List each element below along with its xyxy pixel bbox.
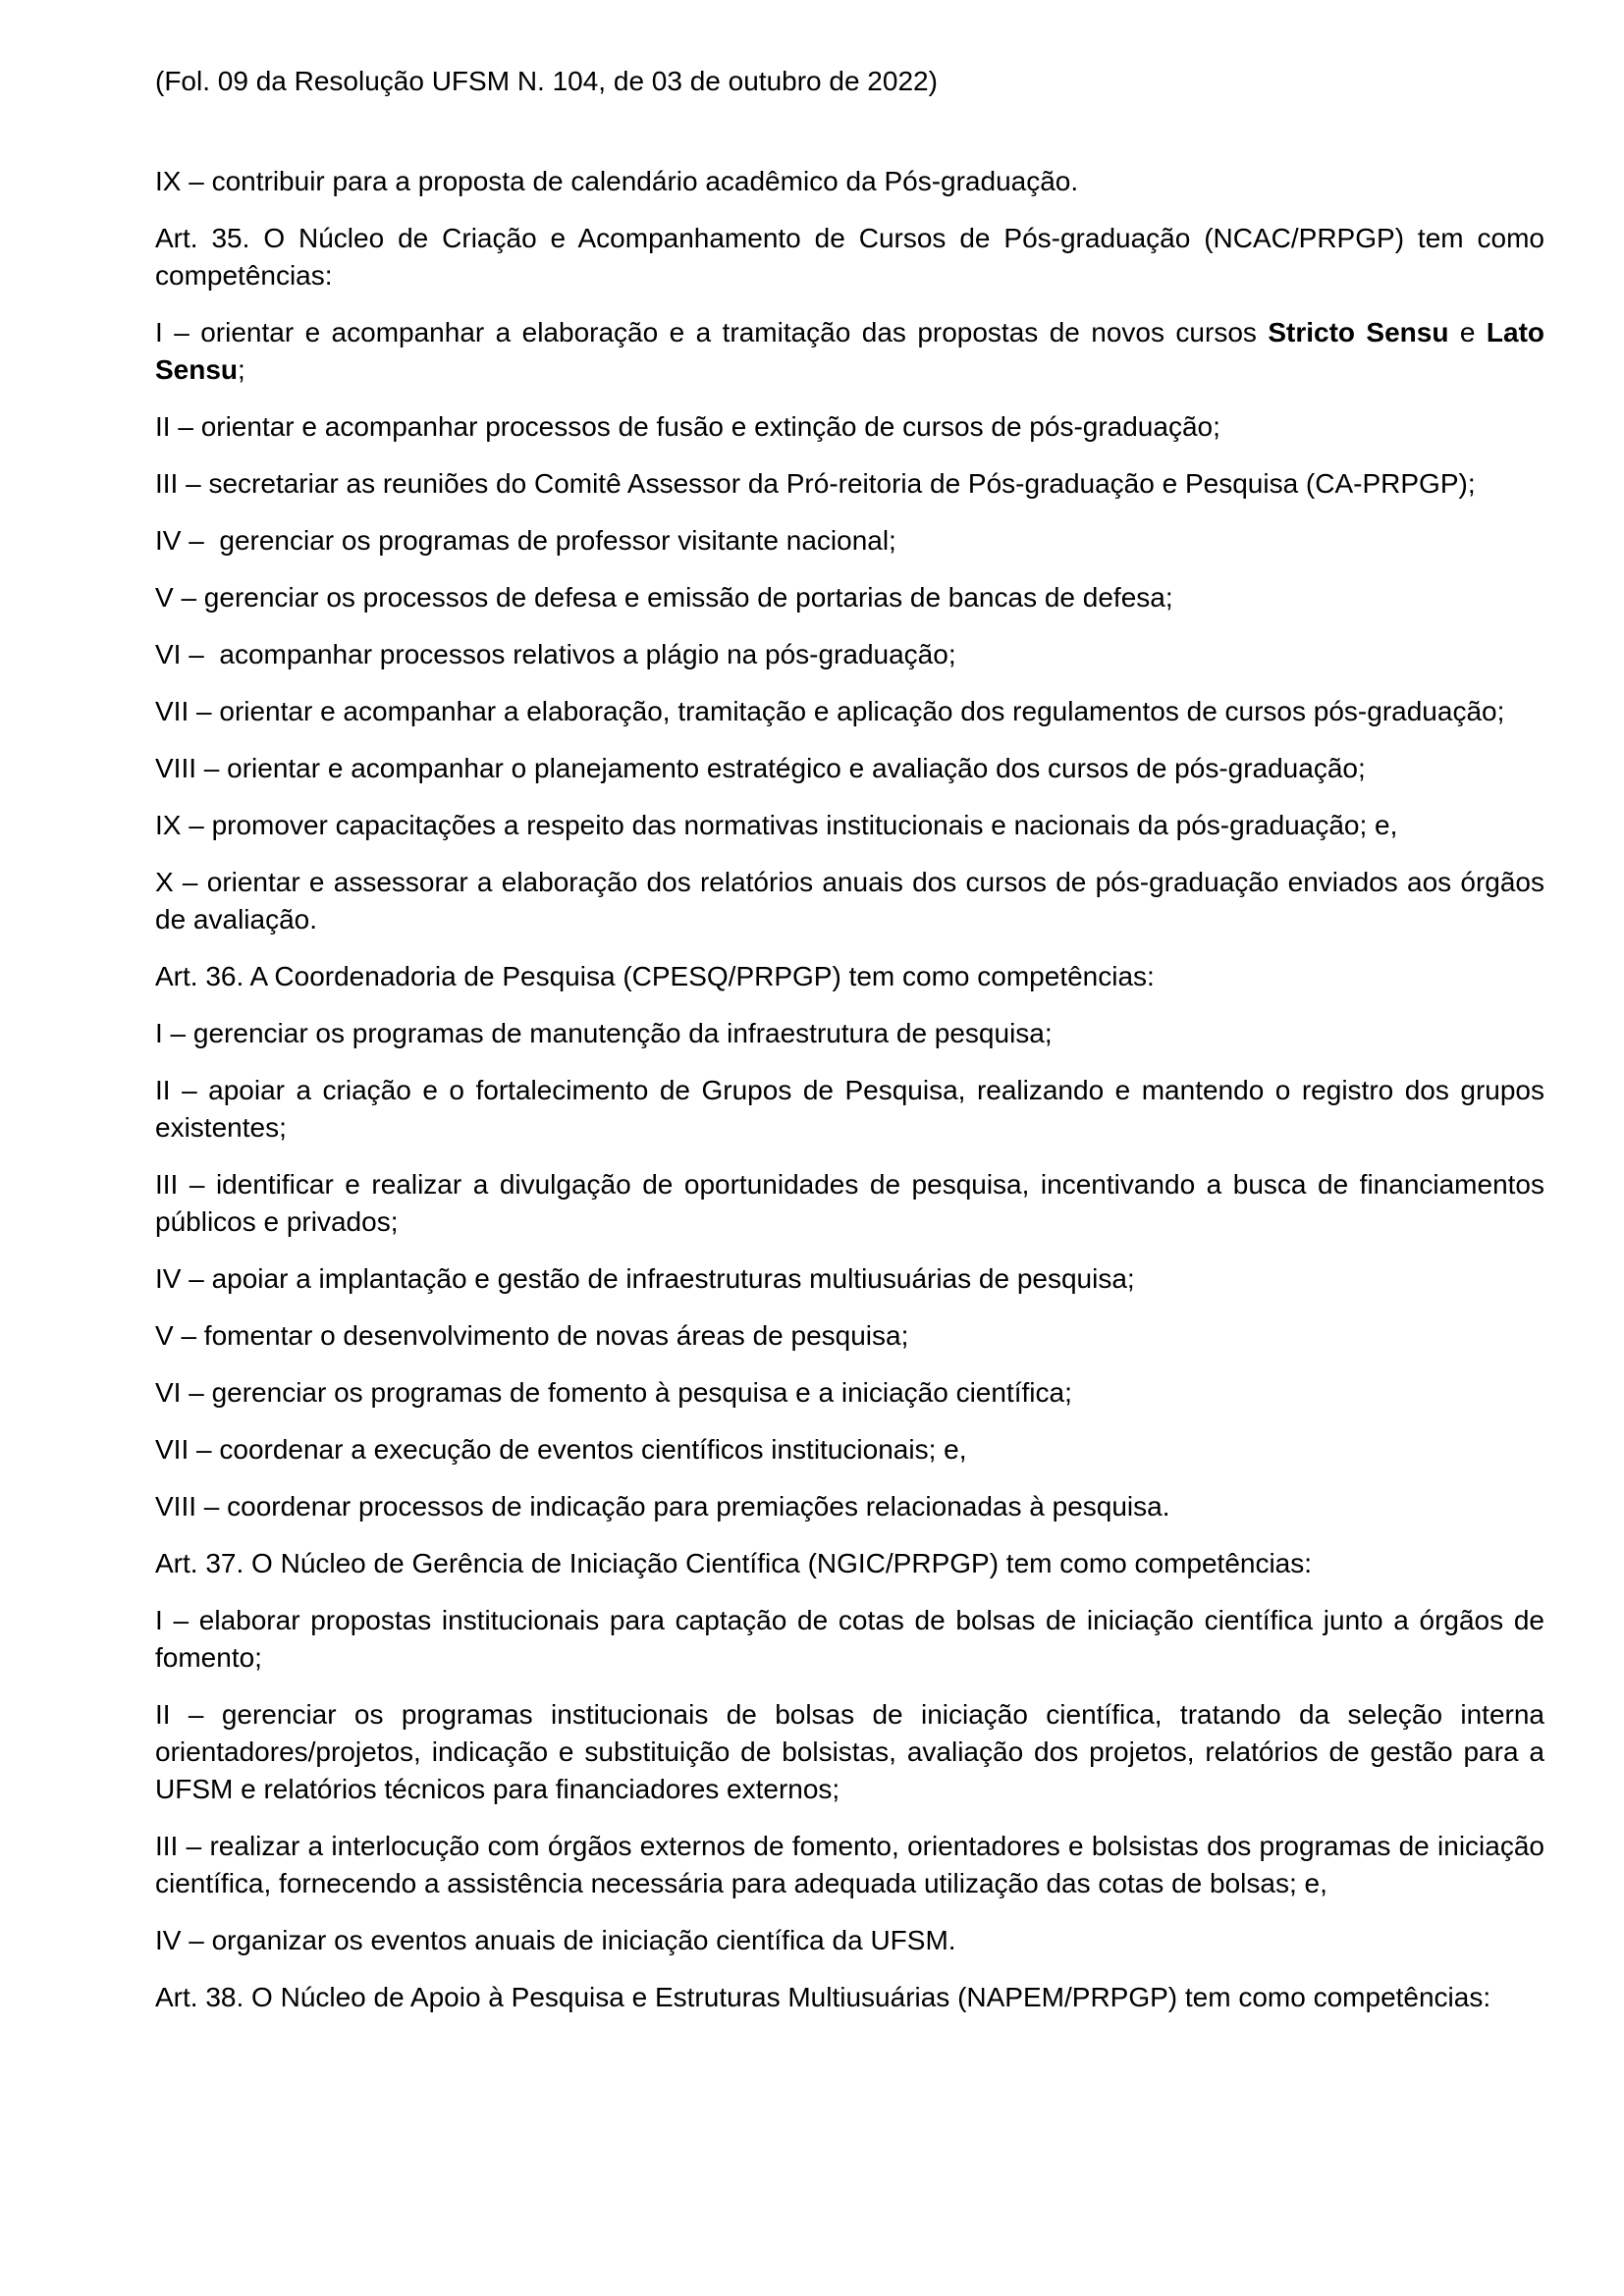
- paragraph: I – gerenciar os programas de manutenção da infraestrutura de pesquisa;: [155, 1018, 1053, 1048]
- bold-text-run: Lato Sensu: [155, 317, 1552, 385]
- paragraph: V – gerenciar os processos de defesa e emissão de portarias de bancas de defesa;: [155, 582, 1173, 613]
- document-body: [155, 163, 1552, 2016]
- paragraph: III – identificar e realizar a divulgação de oportunidades de pesquisa, incentivando a busca de financiamentos públicos e privados;: [155, 1169, 1552, 1237]
- page-header: (Fol. 09 da Resolução UFSM N. 104, de 03 de outubro de 2022): [155, 66, 938, 96]
- paragraph: V – fomentar o desenvolvimento de novas áreas de pesquisa;: [155, 1320, 909, 1351]
- text-run: e: [1448, 317, 1487, 347]
- paragraph: IV – organizar os eventos anuais de iniciação científica da UFSM.: [155, 1925, 956, 1955]
- paragraph: VII – coordenar a execução de eventos científicos institucionais; e,: [155, 1434, 967, 1465]
- paragraph: X – orientar e assessorar a elaboração dos relatórios anuais dos cursos de pós-graduação enviados aos órgãos de avaliação.: [155, 867, 1552, 934]
- paragraph: VII – orientar e acompanhar a elaboração, tramitação e aplicação dos regulamentos de cursos pós-graduação;: [155, 696, 1505, 726]
- paragraph: Art. 37. O Núcleo de Gerência de Iniciação Científica (NGIC/PRPGP) tem como competências:: [155, 1548, 1313, 1578]
- paragraph: III – secretariar as reuniões do Comitê Assessor da Pró-reitoria de Pós-graduação e Pesquisa (CA-PRPGP);: [155, 468, 1476, 499]
- paragraph: VIII – orientar e acompanhar o planejamento estratégico e avaliação dos cursos de pós-graduação;: [155, 753, 1366, 783]
- paragraph: Art. 35. O Núcleo de Criação e Acompanhamento de Cursos de Pós-graduação (NCAC/PRPGP) tem como competências:: [155, 223, 1552, 291]
- text-run: I – orientar e acompanhar a elaboração e a tramitação das propostas de novos cursos: [155, 317, 1269, 347]
- paragraph: III – realizar a interlocução com órgãos externos de fomento, orientadores e bolsistas dos programas de iniciação científica, fornecendo a assistência necessária para adequada utilização das cotas de bolsas; e,: [155, 1831, 1552, 1898]
- text-run: ;: [238, 354, 245, 385]
- paragraph: VI – acompanhar processos relativos a plágio na pós-graduação;: [155, 639, 956, 669]
- paragraph: II – gerenciar os programas institucionais de bolsas de iniciação científica, tratando da seleção interna orientadores/projetos, indicação e substituição de bolsistas, avaliação dos projetos, relatórios de gestão para a UFSM e relatórios técnicos para financiadores externos;: [155, 1699, 1552, 1804]
- paragraph: II – apoiar a criação e o fortalecimento de Grupos de Pesquisa, realizando e mantendo o registro dos grupos existentes;: [155, 1075, 1552, 1143]
- paragraph: IV – gerenciar os programas de professor visitante nacional;: [155, 525, 896, 556]
- paragraph: [155, 314, 1552, 389]
- paragraph: II – orientar e acompanhar processos de fusão e extinção de cursos de pós-graduação;: [155, 411, 1220, 442]
- bold-text-run: Stricto Sensu: [1268, 317, 1449, 347]
- paragraph: IX – contribuir para a proposta de calendário acadêmico da Pós-graduação.: [155, 166, 1079, 196]
- paragraph: IX – promover capacitações a respeito das normativas institucionais e nacionais da pós-graduação; e,: [155, 810, 1398, 840]
- paragraph: VIII – coordenar processos de indicação para premiações relacionadas à pesquisa.: [155, 1491, 1170, 1522]
- paragraph: IV – apoiar a implantação e gestão de infraestruturas multiusuárias de pesquisa;: [155, 1263, 1135, 1294]
- paragraph: Art. 38. O Núcleo de Apoio à Pesquisa e Estruturas Multiusuárias (NAPEM/PRPGP) tem como competências:: [155, 1982, 1491, 2012]
- paragraph: I – elaborar propostas institucionais para captação de cotas de bolsas de iniciação científica junto a órgãos de fomento;: [155, 1605, 1552, 1673]
- paragraph: VI – gerenciar os programas de fomento à pesquisa e a iniciação científica;: [155, 1377, 1072, 1408]
- paragraph: Art. 36. A Coordenadoria de Pesquisa (CPESQ/PRPGP) tem como competências:: [155, 961, 1155, 991]
